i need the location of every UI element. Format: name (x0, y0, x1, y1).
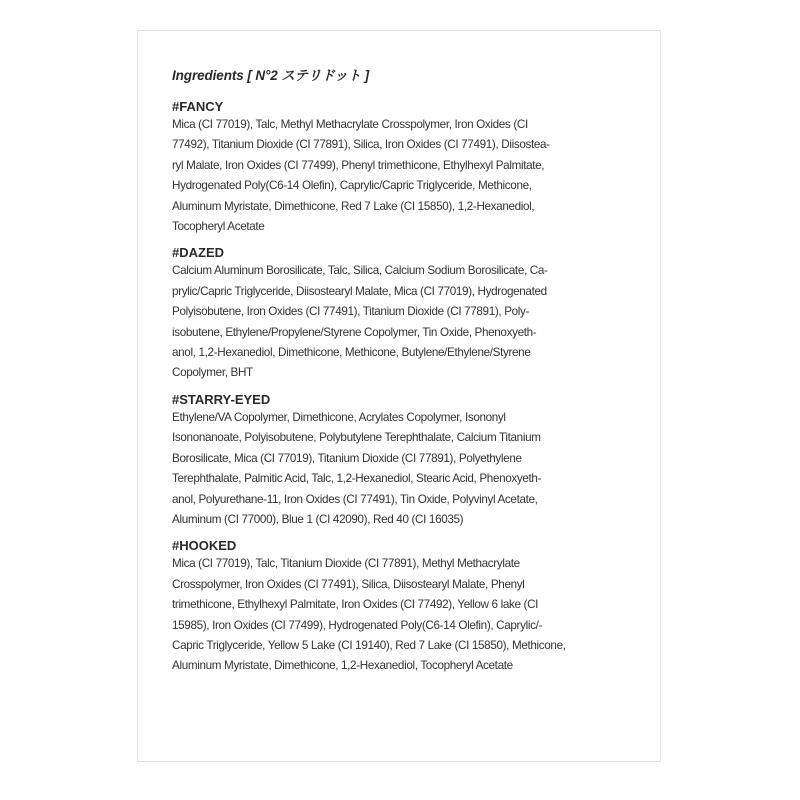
ingredients-content (172, 64, 644, 685)
ingredient-list: Mica (CI 77019), Talc, Methyl Methacrylate Crosspolymer, Iron Oxides (CI 77492), Titanium Dioxide (CI 77891), Silica, Iron Oxides (CI 77491), Diisostea- ryl Malate, Iron Oxides (CI 77499), Phenyl trimethicone, Ethylhexyl Palmitate, Hydrogenated Poly(C6-14 Olefin), Caprylic/Capric Triglyceride, Methicone, Aluminum Myristate, Dimethicone, Red 7 Lake (CI 15850), 1,2-Hexanediol, Tocopheryl Acetate (172, 118, 550, 234)
ingredient-list: Mica (CI 77019), Talc, Titanium Dioxide (CI 77891), Methyl Methacrylate Crosspolymer, Iron Oxides (CI 77491), Silica, Diisostearyl Malate, Phenyl trimethicone, Ethylhexyl Palmitate, Iron Oxides (CI 77492), Yellow 6 lake (CI 15985), Iron Oxides (CI 77499), Hydrogenated Poly(C6-14 Olefin), Caprylic/- Capric Triglyceride, Yellow 5 Lake (CI 19140), Red 7 Lake (CI 15850), Methicone, Aluminum Myristate, Dimethicone, 1,2-Hexanediol, Tocopheryl Acetate (172, 557, 566, 673)
ingredient-section-dazed (172, 245, 644, 383)
page-title: Ingredients [ N°2 ステリドット ] (172, 68, 370, 83)
ingredient-section-fancy (172, 99, 644, 237)
ingredient-section-starry-eyed (172, 392, 644, 530)
ingredients-card (137, 30, 661, 762)
ingredient-list: Calcium Aluminum Borosilicate, Talc, Silica, Calcium Sodium Borosilicate, Ca- prylic/Capric Triglyceride, Diisostearyl Malate, Mica (CI 77019), Hydrogenated Polyisobutene, Iron Oxides (CI 77491), Titanium Dioxide (CI 77891), Poly- isobutene, Ethylene/Propylene/Styrene Copolymer, Tin Oxide, Phenoxyeth- anol, 1,2-Hexanediol, Dimethicone, Methicone, Butylene/Ethylene/Styrene Copolymer, BHT (172, 264, 548, 380)
section-heading: #HOOKED (172, 538, 237, 554)
ingredient-section-hooked (172, 538, 644, 676)
section-heading: #STARRY-EYED (172, 391, 271, 407)
section-heading: #DAZED (172, 245, 225, 261)
ingredient-list: Ethylene/VA Copolymer, Dimethicone, Acrylates Copolymer, Isononyl Isononanoate, Polyisobutene, Polybutylene Terephthalate, Calcium Titanium Borosilicate, Mica (CI 77019), Titanium Dioxide (CI 77891), Polyethylene Terephthalate, Palmitic Acid, Talc, 1,2-Hexanediol, Stearic Acid, Phenoxyeth- anol, Polyurethane-11, Iron Oxides (CI 77491), Tin Oxide, Polyvinyl Acetate, Aluminum (CI 77000), Blue 1 (CI 42090), Red 40 (CI 16035) (172, 410, 542, 526)
section-heading: #FANCY (172, 99, 224, 114)
